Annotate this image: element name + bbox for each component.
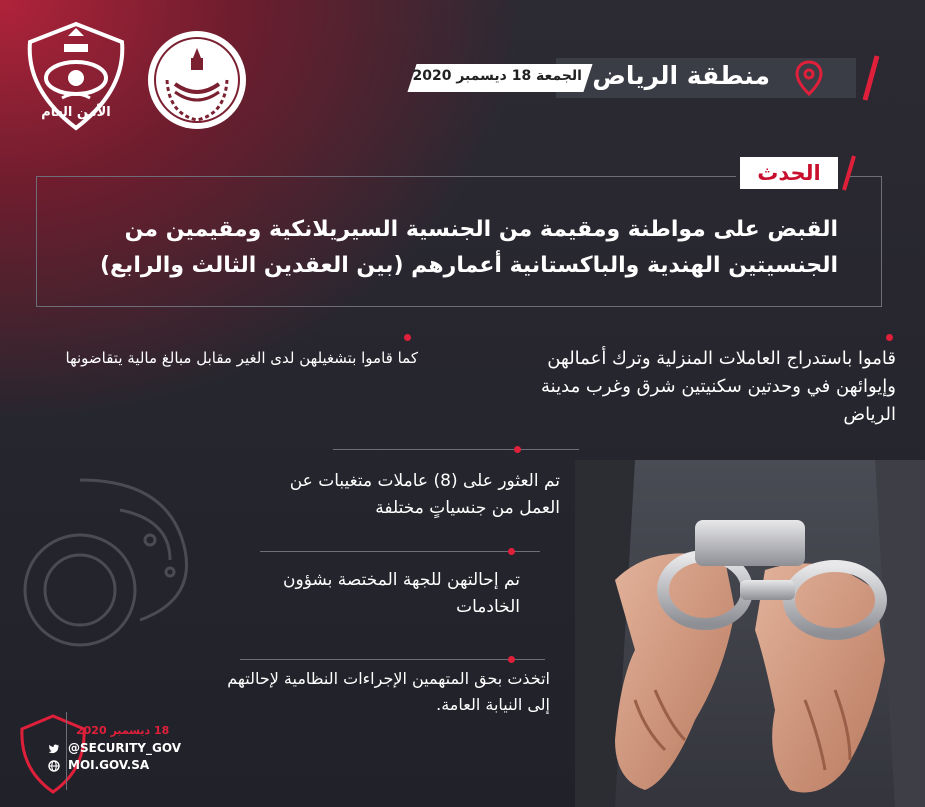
website-url: MOI.GOV.SA bbox=[68, 758, 150, 772]
divider-line bbox=[240, 659, 545, 660]
bullet-dot bbox=[886, 334, 893, 341]
police-logo-text: الأمن العام bbox=[41, 105, 111, 120]
region-label: منطقة الرياض bbox=[592, 61, 770, 90]
divider-line bbox=[333, 449, 579, 450]
event-frame-top bbox=[36, 176, 736, 177]
footer-date: 18 ديسمبر 2020 bbox=[76, 724, 170, 737]
handcuffed-hands-photo bbox=[575, 460, 925, 807]
footer-social bbox=[48, 740, 181, 774]
bullet-dot bbox=[404, 334, 411, 341]
public-security-logo bbox=[22, 20, 130, 132]
region-accent-slash bbox=[862, 54, 880, 102]
ministry-emblem-logo bbox=[145, 28, 249, 132]
twitter-handle-row[interactable] bbox=[48, 740, 181, 757]
bullet-dot bbox=[508, 656, 515, 663]
event-title: القبض على مواطنة ومقيمة من الجنسية السيريلانكية ومقيمين من الجنسيتين الهندية والباكستانية أعمارهم (بين العقدين الثالث والرابع) bbox=[99, 217, 838, 278]
twitter-handle: @SECURITY_GOV bbox=[68, 741, 181, 755]
twitter-icon bbox=[48, 743, 60, 755]
point-legal-action: اتخذت بحق المتهمين الإجراءات النظامية لإحالتهم إلى النيابة العامة. bbox=[227, 669, 550, 714]
region-banner bbox=[556, 58, 856, 98]
point-employment: كما قاموا بتشغيلهن لدى الغير مقابل مبالغ مالية يتقاضونها bbox=[65, 349, 418, 367]
handcuffs-outline-icon bbox=[20, 470, 220, 670]
event-tag bbox=[740, 157, 838, 189]
point-workers-found: تم العثور على (8) عاملات متغيبات عن العمل من جنسياتٍ مختلفة bbox=[289, 471, 560, 518]
point-referral: تم إحالتهن للجهة المختصة بشؤون الخادمات bbox=[283, 570, 520, 617]
globe-icon bbox=[48, 760, 60, 772]
divider-line bbox=[260, 551, 540, 552]
bullet-dot bbox=[508, 548, 515, 555]
point-luring: قاموا باستدراج العاملات المنزلية وترك أعمالهن وإيوائهن في وحدتين سكنيتين شرق وغرب مدينة الرياض bbox=[541, 348, 896, 425]
event-tag-label: الحدث bbox=[757, 161, 821, 185]
bullet-dot bbox=[514, 446, 521, 453]
date-label: الجمعة 18 ديسمبر 2020 bbox=[412, 68, 582, 84]
event-accent-slash bbox=[842, 154, 856, 192]
website-row[interactable] bbox=[48, 757, 181, 774]
location-pin-icon bbox=[794, 60, 824, 96]
